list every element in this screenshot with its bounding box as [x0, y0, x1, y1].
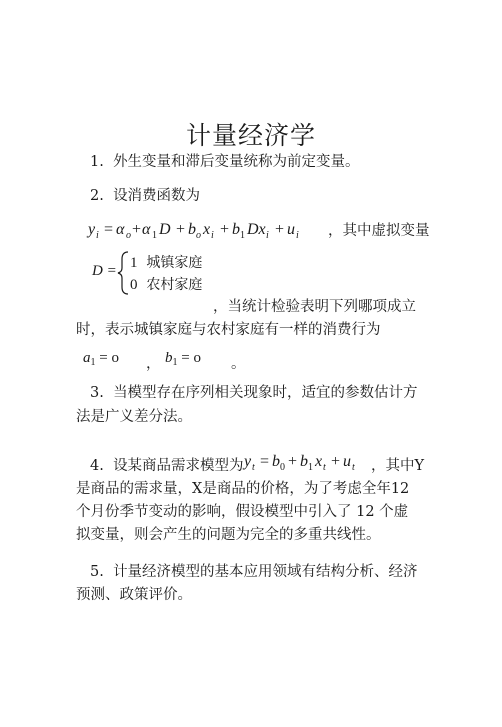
svg-text:x: x: [203, 221, 211, 238]
condition-a: $a_1 = o$: [83, 350, 119, 368]
page-title: 计量经济学: [185, 121, 316, 150]
item-number: 5.: [90, 564, 104, 580]
item-4-line-4: 拟变量，则会产生的问题为完全的多重共线性。: [76, 527, 381, 543]
svg-text:i: i: [296, 230, 299, 241]
item-text: 当模型存在序列相关现象时，适宜的参数估计方: [113, 385, 418, 401]
item-number: 3.: [90, 385, 104, 401]
svg-text:+: +: [132, 221, 142, 238]
svg-text:D: D: [159, 221, 171, 238]
svg-text:1: 1: [308, 462, 313, 473]
item-number: 4.: [90, 458, 104, 474]
item-2-line-2: 时，表示城镇家庭与农村家庭有一样的消费行为: [76, 322, 381, 338]
condition-end: 。: [231, 356, 246, 372]
svg-text:o: o: [196, 230, 201, 241]
svg-text:α: α: [116, 221, 125, 238]
svg-text:b: b: [232, 221, 240, 238]
svg-text:+: +: [220, 221, 230, 238]
svg-text:u: u: [287, 221, 295, 238]
svg-text:x: x: [315, 453, 323, 470]
svg-text:α: α: [142, 221, 151, 238]
item-number: 1.: [90, 154, 104, 170]
svg-text:b: b: [272, 453, 280, 470]
item-4-after-equation: ，其中Y: [371, 458, 425, 474]
item-2-after-equation: ，其中虚拟变量: [328, 223, 430, 239]
svg-text:1: 1: [152, 230, 157, 241]
item-4-line-2: 是商品的需求量，X是商品的价格，为了考虑全年12: [76, 481, 410, 497]
svg-text:i: i: [266, 230, 269, 241]
item-5: [90, 562, 418, 582]
svg-text:t: t: [252, 462, 255, 473]
case-rural: 0 农村家庭: [130, 277, 203, 293]
item-text: 计量经济模型的基本应用领域有结构分析、经济: [113, 564, 418, 580]
item-number: 2.: [90, 188, 104, 204]
svg-text:y: y: [88, 221, 96, 238]
svg-text:u: u: [343, 453, 351, 470]
d-label: D =: [92, 263, 117, 279]
item-5-line-2: 预测、政策评价。: [76, 587, 192, 603]
svg-text:b: b: [300, 453, 308, 470]
svg-text:=: =: [260, 453, 270, 470]
svg-text:+: +: [288, 453, 298, 470]
svg-text:y: y: [244, 453, 252, 470]
item-2-after-d: ，当统计检验表明下列哪项成立: [213, 299, 416, 315]
svg-text:i: i: [96, 230, 99, 241]
item-4: [90, 456, 244, 476]
brace-icon: [116, 250, 130, 296]
item-2: [90, 186, 200, 206]
item-text: 外生变量和滞后变量统称为前定变量。: [113, 154, 360, 170]
condition-b: $b_1 = o$: [165, 350, 201, 368]
svg-text:+: +: [176, 221, 186, 238]
svg-text:o: o: [126, 230, 131, 241]
svg-text:i: i: [211, 230, 214, 241]
item-4-line-3: 个月份季节变动的影响，假设模型中引入了 12 个虚: [76, 504, 409, 520]
svg-text:=: =: [104, 221, 114, 238]
item-text: 设某商品需求模型为: [113, 458, 244, 474]
svg-text:Dx: Dx: [247, 221, 266, 238]
consumption-equation: [86, 214, 336, 244]
svg-text:+: +: [275, 221, 285, 238]
svg-text:+: +: [331, 453, 341, 470]
svg-text:1: 1: [240, 230, 245, 241]
condition-separator: ，: [146, 356, 161, 372]
item-3: [90, 383, 418, 403]
item-text: 设消费函数为: [113, 188, 201, 204]
svg-text:t: t: [323, 462, 326, 473]
case-urban: 1 城镇家庭: [130, 255, 203, 271]
svg-text:0: 0: [280, 462, 285, 473]
demand-equation: [242, 446, 372, 476]
svg-text:t: t: [352, 462, 355, 473]
svg-text:b: b: [188, 221, 196, 238]
item-3-line-2: 法是广义差分法。: [76, 409, 192, 425]
item-1: [90, 152, 360, 172]
